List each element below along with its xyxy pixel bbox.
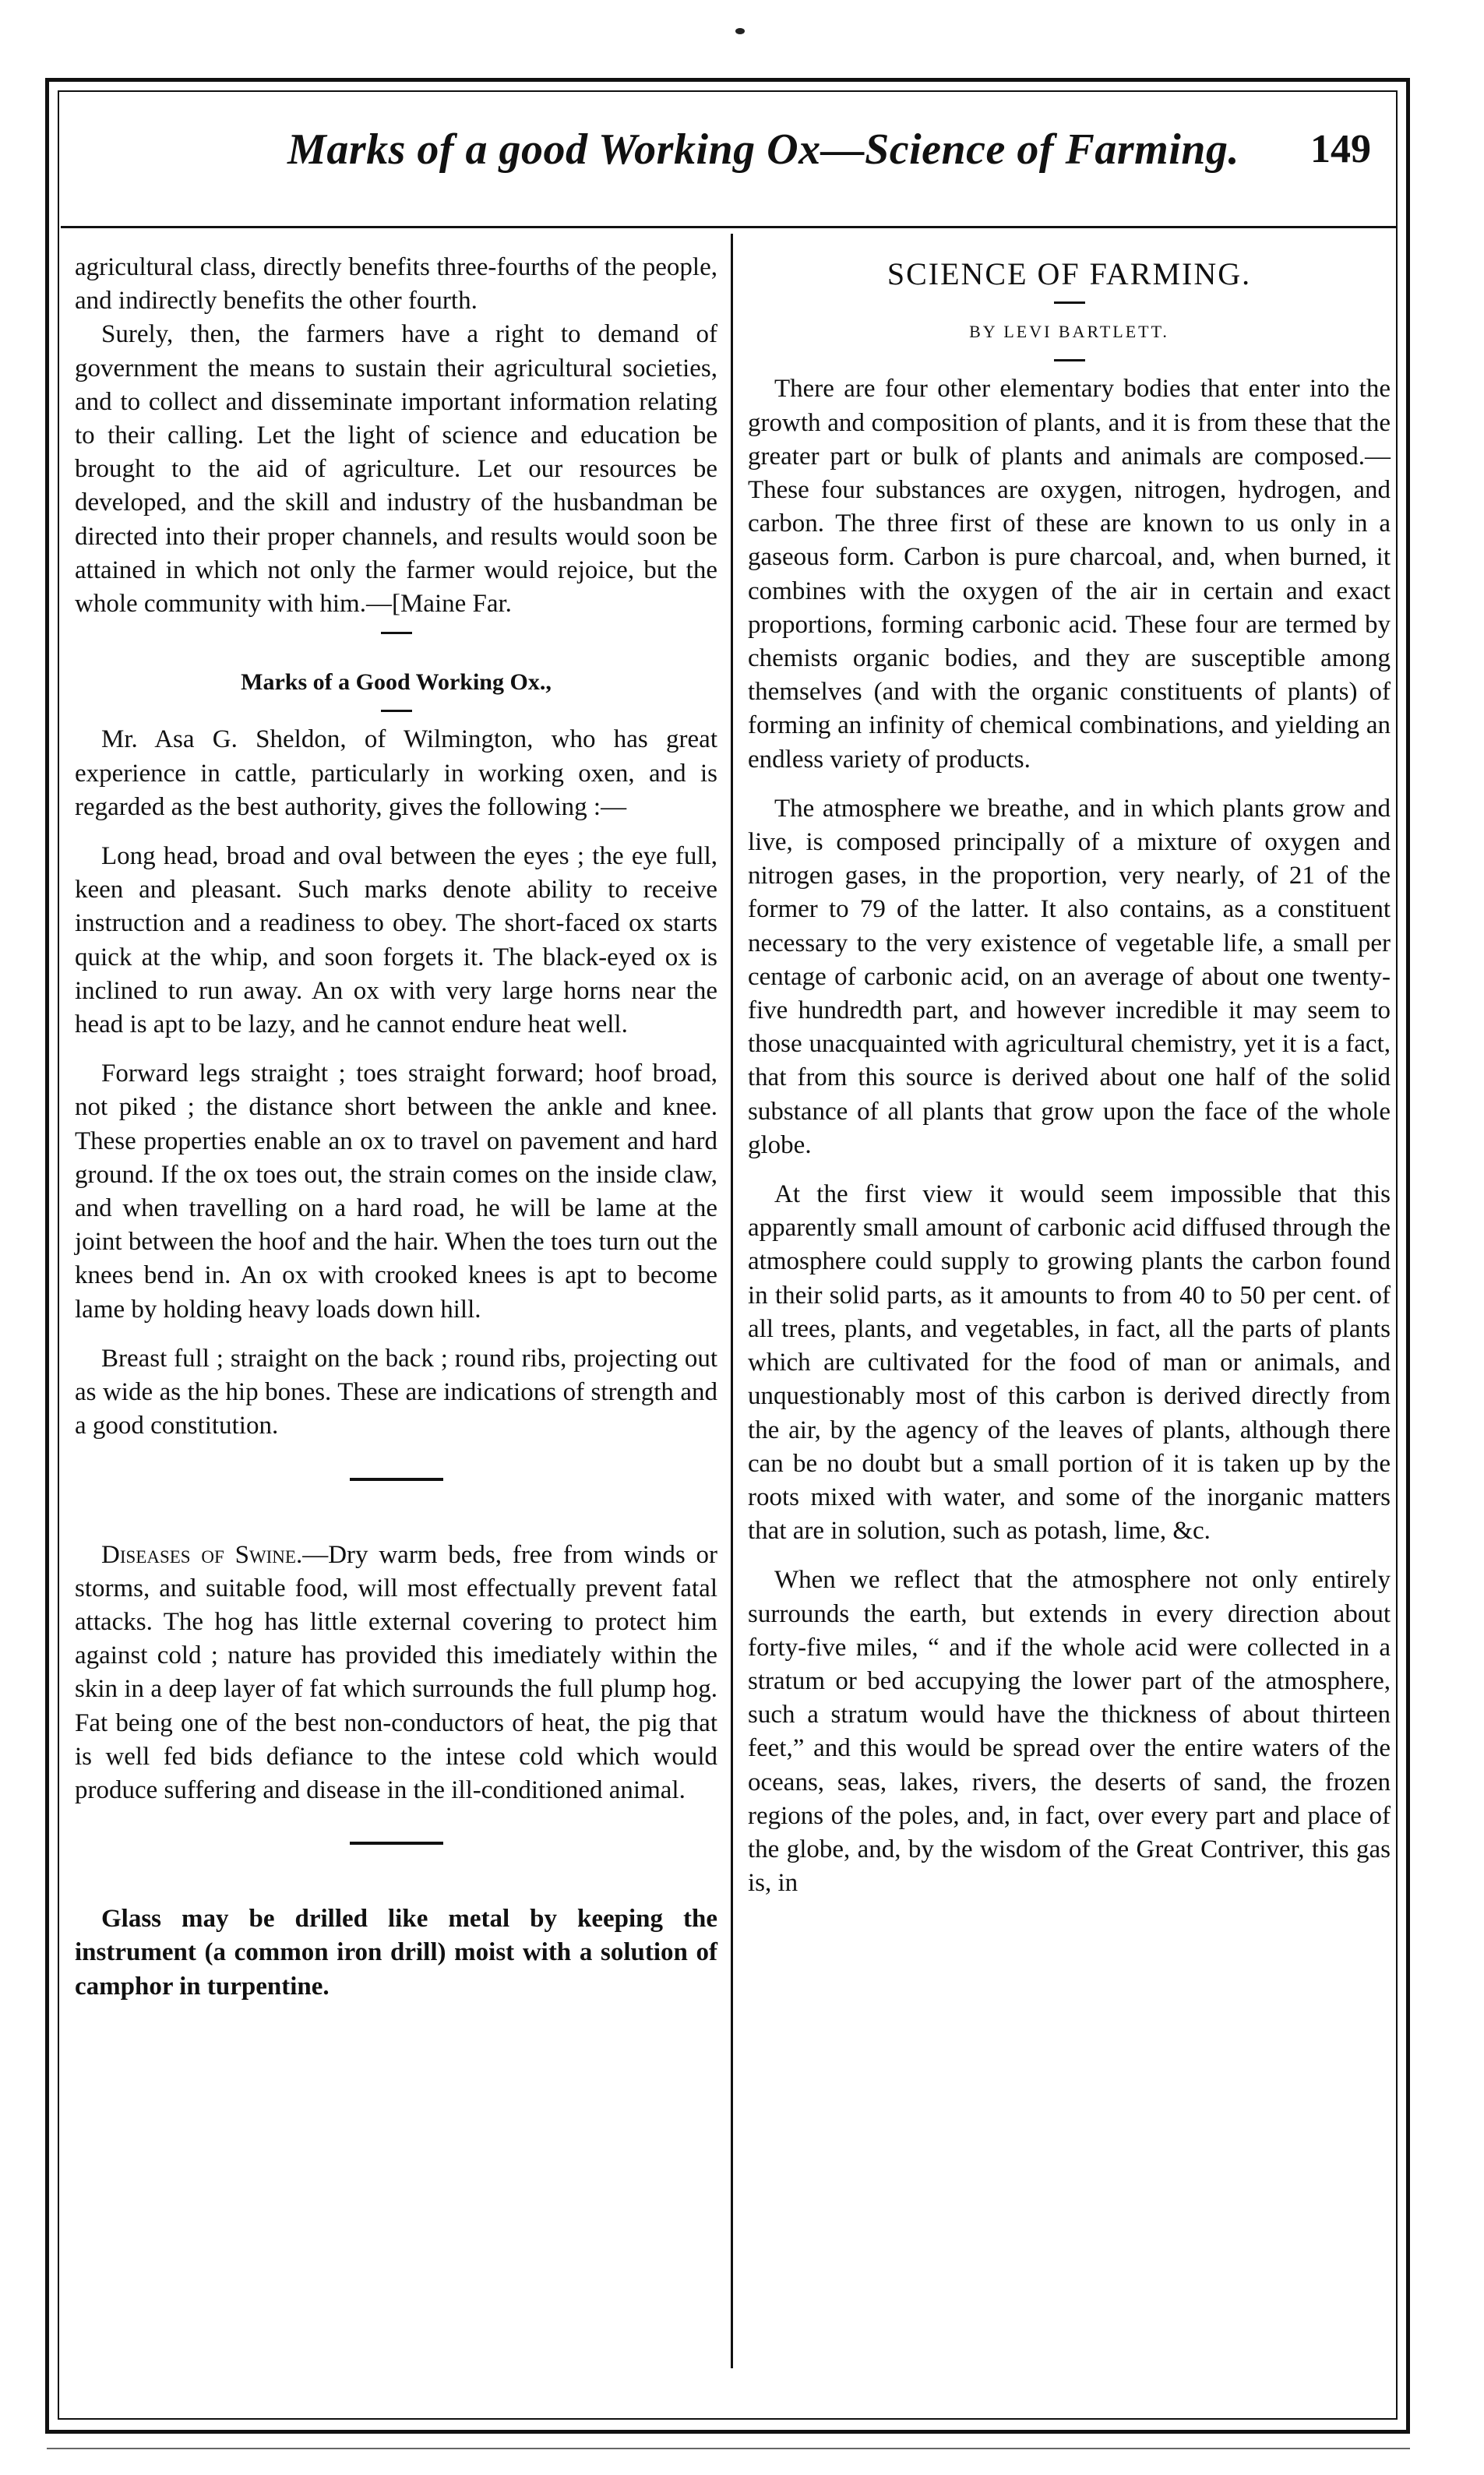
section-heading-ox: Marks of a Good Working Ox.,	[241, 669, 552, 696]
paragraph: There are four other elementary bodies that enter into the growth and composition of plants, and it is from these that the greater part or bulk of plants and animals are composed.—These four substances are oxygen, nitrogen, hydrogen, and carbon. The three first of these are known to us only in a gaseous form. Carbon is pure charcoal, and, when burned, it combines with the oxygen of the air in certain and exact proportions, forming carbonic acid. These four are termed by chemists organic bodies, and they are susceptible among themselves (and with the organic constituents of plants) of forming an infinity of chemical combinations, and yielding an endless variety of products.	[748, 375, 1391, 774]
byline: BY LEVI BARTLETT.	[969, 322, 1169, 342]
ink-mark	[735, 28, 745, 34]
paragraph: Surely, then, the farmers have a right to demand of government the means to sustain their agricultural societies, and to collect and disseminate important information relating to their calling. Let the light of science and education be brought to the aid of agriculture. Let our resources be developed, and the skill and industry of the husbandman be directed into their proper channels, and results would soon be attained in which not only the farmer would rejoice, but the whole community with him.—[Maine Far.	[75, 320, 717, 619]
paragraph: The atmosphere we breathe, and in which plants grow and live, is composed principally of a mixture of oxygen and nitrogen gases, in the proportion, very nearly, of 21 of the former to 79 of the latter. It also contains, as a constituent necessary to the very existence of vegetable life, a small per centage of carbonic acid, on an average of about one twenty-five hundredth part, and however incredible it may seem to those unacquainted with agricultural chemistry, yet it is a fact, that from this source is derived about one half of the solid substance of all plants that grow upon the face of the whole globe.	[748, 794, 1391, 1159]
paragraph: Breast full ; straight on the back ; round ribs, projecting out as wide as the hip bones. These are indications of strength and a good constitution.	[75, 1344, 717, 1440]
paragraph: Forward legs straight ; toes straight forward; hoof broad, not piked ; the distance short between the ankle and knee. These properties enable an ox to travel on pavement and hard ground. If the ox toes out, the strain comes on the inside claw, and when travelling on a hard road, he will be lame at the joint between the hoof and the hair. When the toes turn out the knees bend in. An ox with crooked knees is apt to become lame by holding heavy loads down hill.	[75, 1059, 717, 1324]
paragraph: agricultural class, directly benefits three-fourths of the people, and indirectly benefits the other fourth.	[75, 253, 717, 316]
paragraph: At the first view it would seem impossible that this apparently small amount of carbonic acid diffused through the atmosphere could supply to growing plants the carbon found in their solid parts, as it amounts to from 40 to 50 per cent. of all trees, plants, and vegetables, in fact, all the parts of plants which are cultivated for the food of man or animals, and unquestionably most of this carbon is derived directly from the air, by the agency of the leaves of plants, although there can be no doubt but a small portion of it is taken up by the roots mixed with water, and some of the inorganic matters that are in solution, such as potash, lime, &c.	[748, 1180, 1391, 1546]
right-column	[748, 251, 1391, 1900]
header-rule	[61, 226, 1398, 228]
run-in-heading: Diseases of Swine.	[101, 1540, 303, 1569]
running-header	[62, 125, 1387, 210]
paragraph-text: —Dry warm beds, free from winds or storms, and suitable food, will most effectually prevent fatal attacks. The hog has little external covering to protect him against cold ; nature has provided this imediately within the skin in a deep layer of fat which surrounds the full plump hog. Fat being one of the best non-conductors of heat, the pig that is well fed bids defiance to the intese cold which would produce suffering and disease in the ill-conditioned animal.	[75, 1540, 717, 1804]
paragraph: Long head, broad and oval between the eyes ; the eye full, keen and pleasant. Such marks denote ability to receive instruction and a readiness to obey. The short-faced ox starts quick at the whip, and soon forgets it. The black-eyed ox is inclined to run away. An ox with very large horns near the head is apt to be lazy, and he cannot endure heat well.	[75, 842, 717, 1039]
article-title: SCIENCE OF FARMING.	[887, 256, 1252, 291]
section-rule	[350, 1842, 443, 1845]
bottom-rule	[47, 2448, 1410, 2449]
separator-dash	[1054, 359, 1085, 361]
column-divider	[731, 234, 733, 2368]
paragraph-glass: Glass may be drilled like metal by keeping the instrument (a common iron drill) moist with a solution of camphor in turpentine.	[75, 1905, 717, 2001]
paragraph-swine	[75, 1539, 717, 1808]
left-column	[75, 251, 717, 2004]
separator-dash	[381, 710, 412, 712]
section-rule	[350, 1478, 443, 1481]
running-title: Marks of a good Working Ox—Science of Farming.	[287, 125, 1239, 174]
page-number: 149	[1310, 127, 1371, 171]
separator-dash	[381, 632, 412, 634]
paragraph: Mr. Asa G. Sheldon, of Wilmington, who has great experience in cattle, particularly in working oxen, and is regarded as the best authority, gives the following :—	[75, 725, 717, 821]
separator-dash	[1054, 301, 1085, 304]
paragraph: When we reflect that the atmosphere not only entirely surrounds the earth, but extends in every direction about forty-five miles, “ and if the whole acid were collected in a stratum or bed accupying the lower part of the atmosphere, such a stratum would have the thickness of about thirteen feet,” and this would be spread over the entire waters of the oceans, seas, lakes, rivers, the deserts of sand, the frozen regions of the poles, and, in fact, over every part and place of the globe, and, by the wisdom of the Great Contriver, this gas is, in	[748, 1566, 1391, 1898]
